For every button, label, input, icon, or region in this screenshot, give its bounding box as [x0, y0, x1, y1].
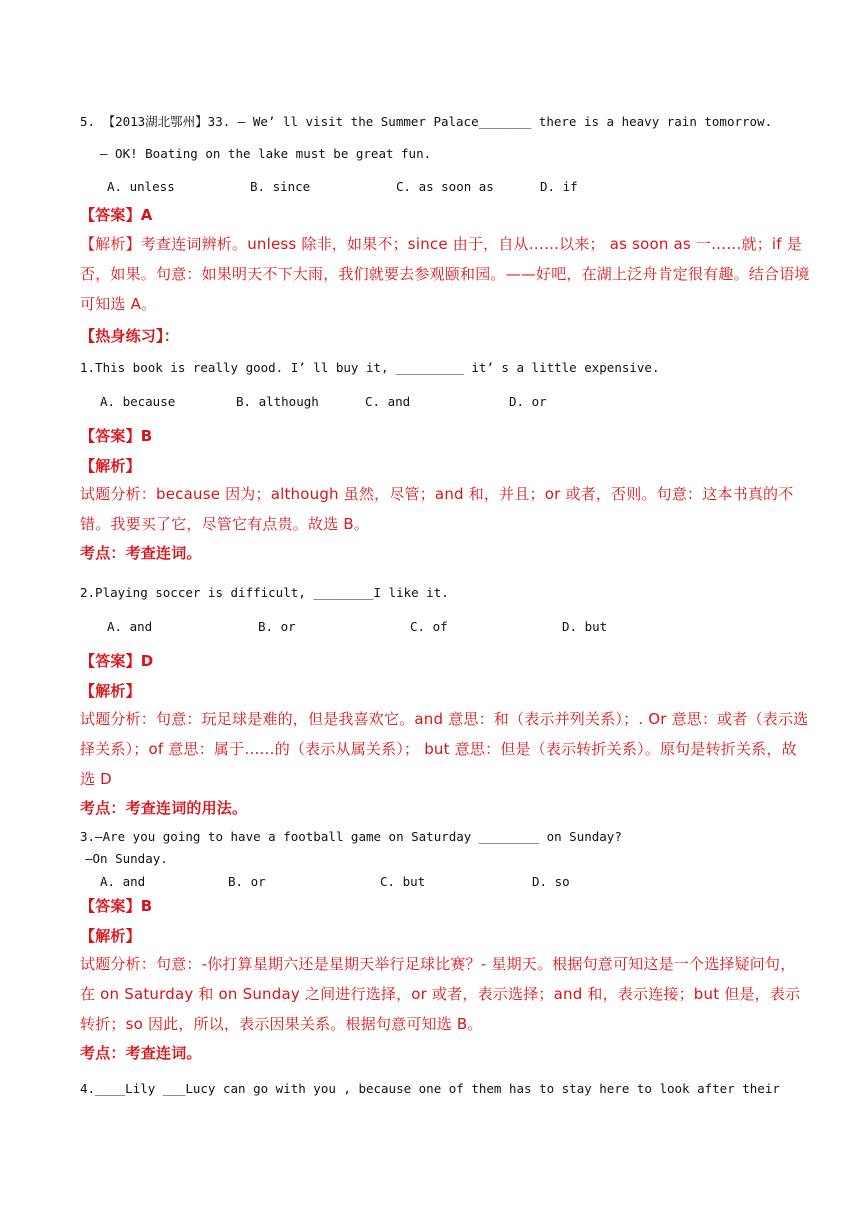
p2-option-d: D. but: [562, 619, 608, 634]
p2-answer: 【答案】D: [80, 652, 154, 670]
p2-point: 考点：考查连词的用法。: [80, 799, 248, 817]
p2-analysis-label: 【解析】: [80, 682, 141, 700]
p2-option-c: C. of: [410, 619, 448, 634]
q5-option-d: D. if: [540, 179, 578, 194]
p1-analysis: 试题分析：because 因为；although 虽然，尽管；and 和，并且；or 或者，否则。句意：这本书真的不错。我要买了它，尽管它有点贵。故选 B。: [80, 485, 794, 533]
p3-reply: —On Sunday.: [85, 851, 168, 866]
p1-option-b: B. although: [236, 394, 319, 409]
p1-point: 考点：考查连词。: [80, 544, 202, 562]
p1-question: 1.This book is really good. I’ ll buy it, _________ it’ s a little expensive.: [80, 360, 660, 375]
q5-analysis: 【解析】考查连词辨析。unless 除非，如果不；since 由于，自从……以来； as soon as 一……就；if 是否，如果。句意：如果明天不下大雨，我们就要去参观颐和园。——好吧，在湖上泛舟肯定很有趣。结合语境可知选 A。: [80, 235, 810, 313]
p2-analysis: 试题分析：句意：玩足球是难的，但是我喜欢它。and 意思：和（表示并列关系）；. Or 意思：或者（表示选择关系）；of 意思：属于……的（表示从属关系）； but 意思：但是（表示转折关系）。原句是转折关系，故选 D: [80, 710, 809, 788]
p1-option-a: A. because: [100, 394, 176, 409]
p3-answer: 【答案】B: [80, 897, 153, 915]
p3-question: 3.—Are you going to have a football game on Saturday ________ on Sunday?: [80, 829, 622, 844]
q5-option-b: B. since: [250, 179, 311, 194]
p1-option-d: D. or: [509, 394, 547, 409]
p2-question: 2.Playing soccer is difficult, ________I like it.: [80, 585, 449, 600]
p3-option-a: A. and: [100, 874, 146, 889]
q5-answer: 【答案】A: [80, 206, 153, 224]
warmup-heading: 【热身练习】：: [80, 327, 179, 345]
q5-option-a: A. unless: [107, 179, 175, 194]
q5-option-c: C. as soon as: [396, 179, 494, 194]
p4-question: 4.____Lily ___Lucy can go with you , because one of them has to stay here to look after their: [80, 1081, 780, 1096]
p3-analysis: 试题分析：句意：-你打算星期六还是星期天举行足球比赛？- 星期天。根据句意可知这是一个选择疑问句，在 on Saturday 和 on Sunday 之间进行选择，or 或者，表示选择；and 和，表示连接；but 但是，表示转折；so 因此，所以，表示因果关系。根据句意可知选 B。: [80, 955, 801, 1033]
q5-line2: — OK! Boating on the lake must be great fun.: [100, 146, 432, 161]
p3-option-d: D. so: [532, 874, 570, 889]
p3-option-c: C. but: [380, 874, 426, 889]
p3-analysis-label: 【解析】: [80, 927, 141, 945]
q5-line1: 5. 【2013湖北鄂州】33. — We’ ll visit the Summer Palace_______ there is a heavy rain tomorrow.: [80, 114, 773, 129]
p1-analysis-label: 【解析】: [80, 457, 141, 475]
p2-option-a: A. and: [107, 619, 153, 634]
p3-option-b: B. or: [228, 874, 266, 889]
p1-option-c: C. and: [365, 394, 411, 409]
p1-answer: 【答案】B: [80, 427, 153, 445]
p2-option-b: B. or: [258, 619, 296, 634]
p3-point: 考点：考查连词。: [80, 1044, 202, 1062]
